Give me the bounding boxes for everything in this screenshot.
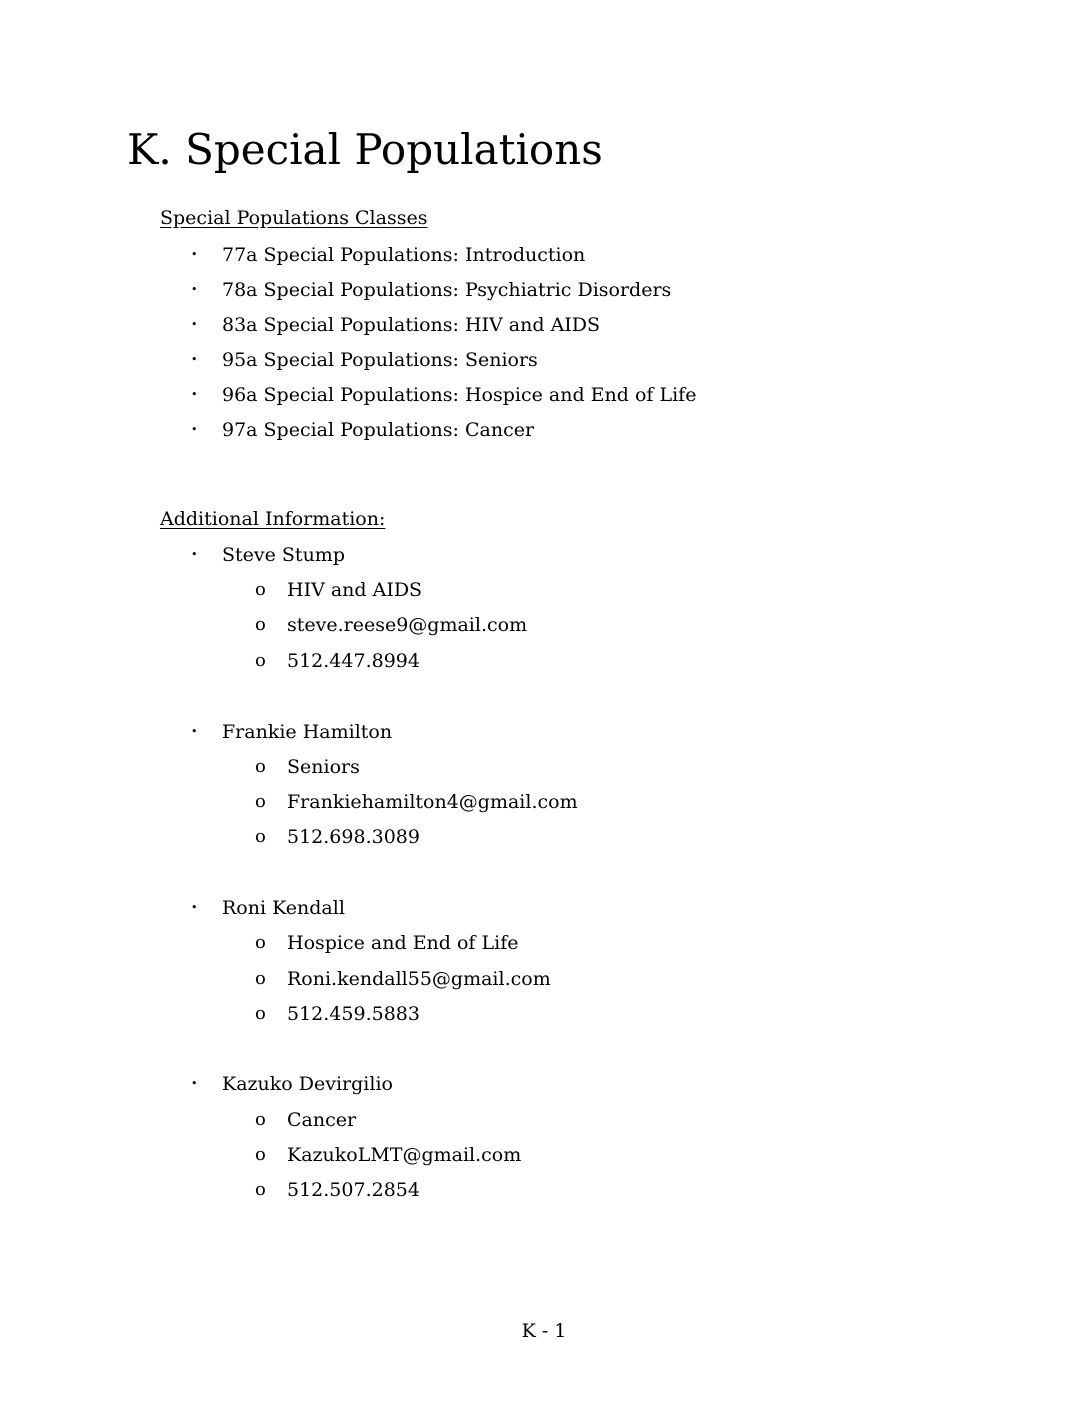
contact-name-label: Frankie Hamilton	[222, 720, 393, 743]
contact-phone-label: 512.459.5883	[287, 1002, 420, 1025]
contact-phone	[255, 1172, 420, 1207]
bullet-icon: •	[191, 901, 198, 914]
contact-name	[189, 537, 345, 572]
sub-bullet-icon: o	[255, 1003, 266, 1024]
sub-bullet-icon: o	[255, 614, 266, 635]
contact-phone	[255, 996, 420, 1031]
sub-bullet-icon: o	[255, 650, 266, 671]
class-item-label: 96a Special Populations: Hospice and End of Life	[222, 383, 697, 406]
contact-topic-label: HIV and AIDS	[287, 578, 423, 601]
class-item	[189, 272, 671, 307]
class-item-label: 78a Special Populations: Psychiatric Disorders	[222, 278, 672, 301]
contact-name-label: Kazuko Devirgilio	[222, 1072, 393, 1095]
contact-email	[255, 961, 551, 996]
sub-bullet-icon: o	[255, 579, 266, 600]
classes-heading: Special Populations Classes	[160, 207, 428, 229]
contact-email	[255, 607, 527, 642]
contact-email-label: Frankiehamilton4@gmail.com	[287, 790, 578, 813]
class-item	[189, 237, 585, 272]
contact-name	[189, 714, 392, 749]
contact-email-label: KazukoLMT@gmail.com	[287, 1143, 522, 1166]
contact-topic-label: Cancer	[287, 1108, 357, 1131]
page-number: K - 1	[521, 1320, 567, 1342]
class-item-label: 83a Special Populations: HIV and AIDS	[222, 313, 601, 336]
class-item-label: 95a Special Populations: Seniors	[222, 348, 538, 371]
bullet-icon: •	[191, 548, 198, 561]
contact-name	[189, 1066, 393, 1101]
contact-name-label: Steve Stump	[222, 543, 345, 566]
contact-phone	[255, 819, 420, 854]
contact-topic-label: Seniors	[287, 755, 360, 778]
bullet-icon: •	[191, 725, 198, 738]
bullet-icon: •	[191, 423, 198, 436]
contact-topic	[255, 749, 360, 784]
page-title: K. Special Populations	[127, 125, 603, 174]
class-item-label: 97a Special Populations: Cancer	[222, 418, 535, 441]
contact-topic-label: Hospice and End of Life	[287, 931, 519, 954]
bullet-icon: •	[191, 248, 198, 261]
class-item	[189, 342, 538, 377]
contact-email	[255, 1137, 521, 1172]
contact-topic	[255, 572, 422, 607]
contact-phone-label: 512.698.3089	[287, 825, 420, 848]
class-item	[189, 377, 696, 412]
class-item	[189, 412, 534, 447]
sub-bullet-icon: o	[255, 1144, 266, 1165]
contact-phone-label: 512.447.8994	[287, 649, 420, 672]
sub-bullet-icon: o	[255, 826, 266, 847]
additional-info-heading: Additional Information:	[160, 508, 386, 530]
sub-bullet-icon: o	[255, 968, 266, 989]
contact-name-label: Roni Kendall	[222, 896, 345, 919]
sub-bullet-icon: o	[255, 1179, 266, 1200]
contact-email	[255, 784, 578, 819]
bullet-icon: •	[191, 318, 198, 331]
bullet-icon: •	[191, 353, 198, 366]
contact-email-label: steve.reese9@gmail.com	[287, 613, 528, 636]
contact-email-label: Roni.kendall55@gmail.com	[287, 967, 551, 990]
contact-phone-label: 512.507.2854	[287, 1178, 420, 1201]
contact-topic	[255, 1102, 356, 1137]
bullet-icon: •	[191, 283, 198, 296]
contact-topic	[255, 925, 518, 960]
class-item	[189, 307, 600, 342]
sub-bullet-icon: o	[255, 791, 266, 812]
bullet-icon: •	[191, 1077, 198, 1090]
sub-bullet-icon: o	[255, 1109, 266, 1130]
contact-phone	[255, 643, 420, 678]
bullet-icon: •	[191, 388, 198, 401]
class-item-label: 77a Special Populations: Introduction	[222, 243, 586, 266]
contact-name	[189, 890, 345, 925]
sub-bullet-icon: o	[255, 932, 266, 953]
sub-bullet-icon: o	[255, 756, 266, 777]
